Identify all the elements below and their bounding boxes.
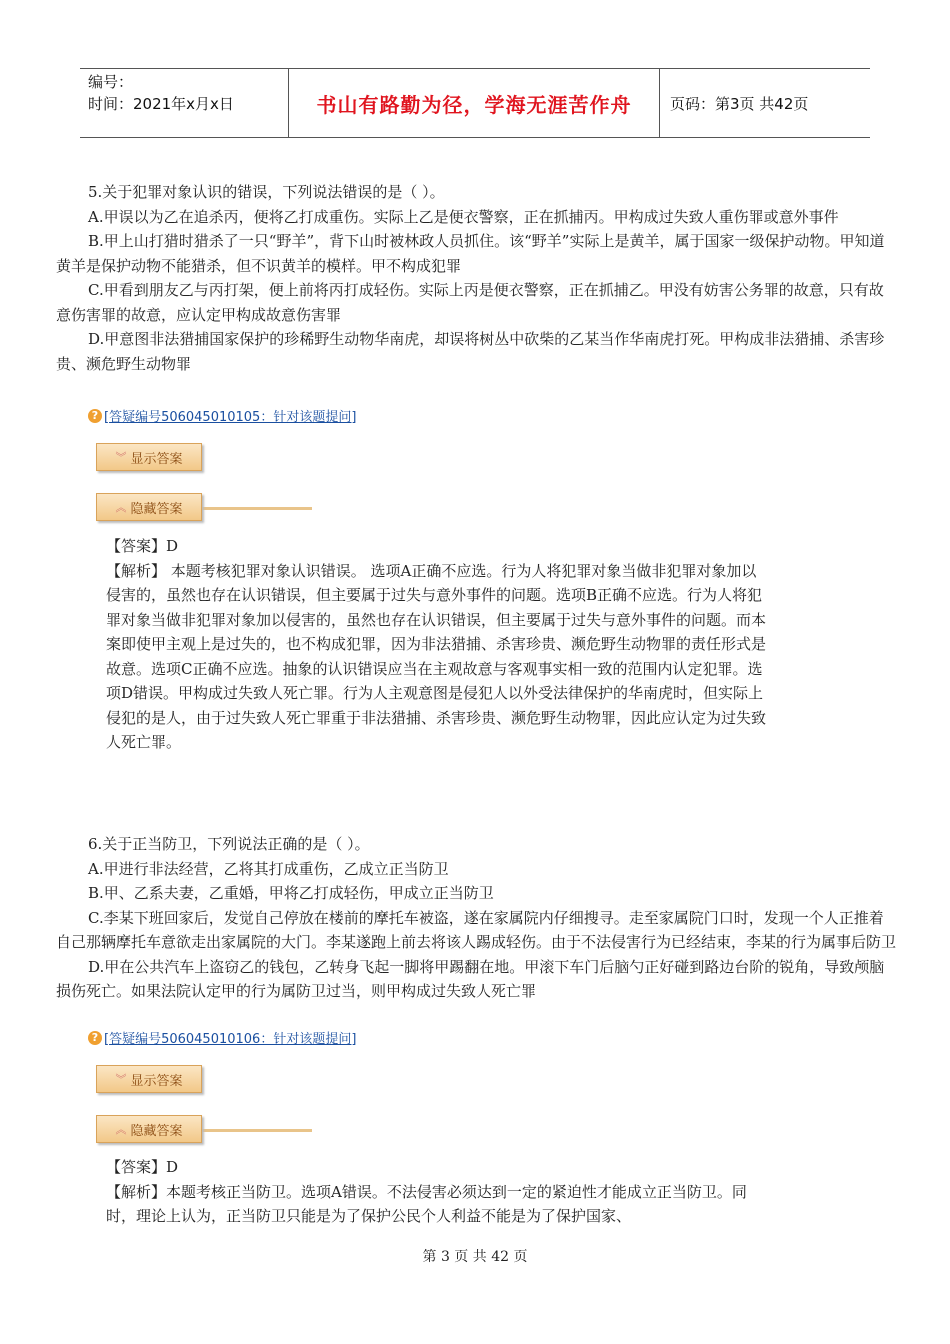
analysis: 【解析】本题考核正当防卫。选项A错误。不法侵害必须达到一定的紧迫性才能成立正当防卫。同时，理论上认为，正当防卫只能是为了保护公民个人利益不能是为了保护国家、 <box>106 1182 747 1225</box>
page-header <box>80 68 870 138</box>
option-b: B.甲上山打猎时猎杀了一只“野羊”，背下山时被林政人员抓住。该“野羊”实际上是黄羊，属于国家一级保护动物。甲知道黄羊是保护动物不能猎杀，但不识黄羊的模样。甲不构成犯罪 <box>56 232 885 275</box>
page-footer <box>0 1246 950 1266</box>
ask-question-5[interactable] <box>88 406 356 425</box>
serial-label: 编号： <box>88 73 134 91</box>
hide-answer-bar <box>96 493 312 523</box>
option-d: D.甲在公共汽车上盗窃乙的钱包，乙转身飞起一脚将甲踢翻在地。甲滚下车门后脑勺正好碰到路边台阶的锐角，导致颅脑损伤死亡。如果法院认定甲的行为属防卫过当，则甲构成过失致人死亡罪 <box>56 957 885 1000</box>
ask-link[interactable]: [答疑编号506045010106：针对该题提问] <box>104 1032 357 1047</box>
option-a: A.甲误以为乙在追杀丙，便将乙打成重伤。实际上乙是便衣警察，正在抓捕丙。甲构成过失致人重伤罪或意外事件 <box>88 207 839 226</box>
motto: 书山有路勤为径，学海无涯苦作舟 <box>316 92 632 117</box>
option-c: C.李某下班回家后，发觉自己停放在楼前的摩托车被盗，遂在家属院内仔细搜寻。走至家属院门口时，发现一个人正推着自己那辆摩托车意欲走出家属院的大门。李某遂跑上前去将该人踢成轻伤。由于不法侵害行为已经结束，李某的行为属事后防卫 <box>56 908 897 951</box>
option-a: A.甲进行非法经营，乙将其打成重伤，乙成立正当防卫 <box>88 859 449 878</box>
question-5 <box>56 180 896 376</box>
page-info: 页码：第3页 共42页 <box>670 94 809 113</box>
question-6 <box>56 832 896 1004</box>
answer-block-6 <box>106 1155 766 1229</box>
show-answer-label: 显示答案 <box>130 451 183 467</box>
header-page-info <box>660 69 870 137</box>
option-d: D.甲意图非法猎捕国家保护的珍稀野生动物华南虎，却误将树丛中砍柴的乙某当作华南虎打死。甲构成非法猎捕、杀害珍贵、濒危野生动物罪 <box>56 330 885 373</box>
answer: 【答案】D <box>106 537 179 555</box>
header-motto-cell <box>289 69 660 137</box>
show-answer-button[interactable] <box>96 1065 202 1093</box>
analysis: 【解析】 本题考核犯罪对象认识错误。 选项A正确不应选。行为人将犯罪对象当做非犯罪对象加以侵害的，虽然也存在认识错误，但主要属于过失与意外事件的问题。选项B正确不应选。行为人将犯罪对象当做非犯罪对象加以侵害的，虽然也存在认识错误，但主要属于过失与意外事件的问题。而本案即使甲主观上是过失的，也不构成犯罪，因为非法猎捕、杀害珍贵、濒危野生动物罪的责任形式是故意。选项C正确不应选。抽象的认识错误应当在主观故意与客观事实相一致的范围内认定犯罪。选项D错误。甲构成过失致人死亡罪。行为人主观意图是侵犯人以外受法律保护的华南虎时，但实际上侵犯的是人，由于过失致人死亡罪重于非法猎捕、杀害珍贵、濒危野生动物罪，因此应认定为过失致人死亡罪。 <box>106 561 767 751</box>
answer: 【答案】D <box>106 1158 179 1176</box>
question-mark-icon: ? <box>88 409 102 423</box>
footer-page-number: 第 3 页 共 42 页 <box>422 1249 528 1265</box>
double-chevron-up-icon: ︽ <box>115 1123 127 1136</box>
show-answer-button[interactable] <box>96 443 202 471</box>
question-stem: 5.关于犯罪对象认识的错误，下列说法错误的是（ ）。 <box>88 183 445 201</box>
show-answer-label: 显示答案 <box>130 1073 183 1089</box>
double-chevron-down-icon: ︾ <box>115 451 127 464</box>
hide-answer-bar <box>96 1115 312 1145</box>
hide-answer-button[interactable] <box>96 1115 202 1143</box>
hide-answer-button[interactable] <box>96 493 202 521</box>
hide-answer-label: 隐藏答案 <box>130 501 183 517</box>
question-mark-icon: ? <box>88 1031 102 1045</box>
ask-question-6[interactable] <box>88 1028 356 1047</box>
header-meta <box>80 69 289 137</box>
ask-link[interactable]: [答疑编号506045010105：针对该题提问] <box>104 410 357 425</box>
double-chevron-up-icon: ︽ <box>115 501 127 514</box>
hide-answer-label: 隐藏答案 <box>130 1123 183 1139</box>
option-c: C.甲看到朋友乙与丙打架，便上前将丙打成轻伤。实际上丙是便衣警察，正在抓捕乙。甲没有妨害公务罪的故意，只有故意伤害罪的故意，应认定甲构成故意伤害罪 <box>56 281 884 324</box>
answer-block-5 <box>106 534 766 755</box>
option-b: B.甲、乙系夫妻，乙重婚，甲将乙打成轻伤，甲成立正当防卫 <box>88 884 494 902</box>
date-label: 时间：2021年x月x日 <box>88 95 234 113</box>
double-chevron-down-icon: ︾ <box>115 1073 127 1086</box>
question-stem: 6.关于正当防卫，下列说法正确的是（ ）。 <box>88 835 370 853</box>
